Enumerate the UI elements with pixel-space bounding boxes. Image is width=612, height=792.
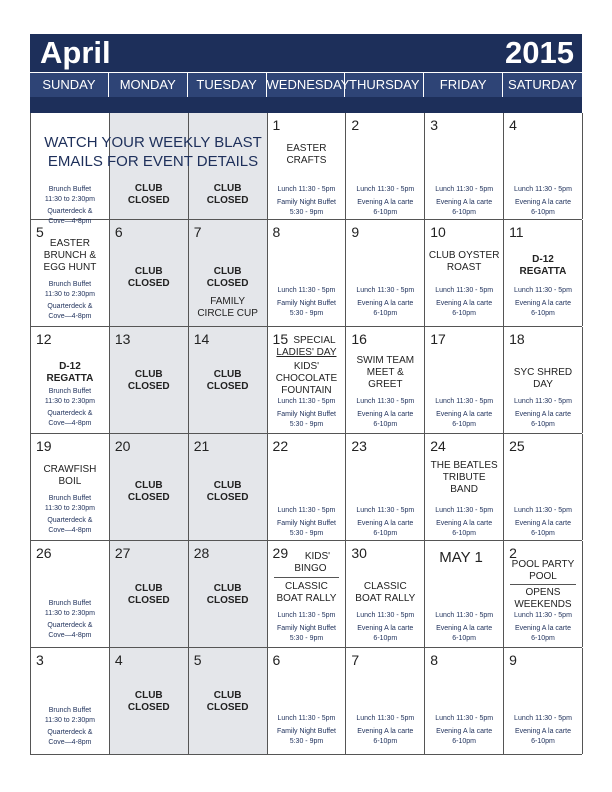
- evening-alacarte-text: Evening A la carte: [514, 728, 571, 735]
- club-closed-label: CLUB: [213, 183, 242, 194]
- evening-alacarte-text: 6-10pm: [373, 530, 398, 537]
- evening-alacarte-text: Evening A la carte: [357, 411, 414, 418]
- day-cell-17: [425, 327, 504, 433]
- quarterdeck-text: Cove—4-8pm: [48, 313, 92, 320]
- quarterdeck-text: Quarterdeck &: [47, 517, 93, 524]
- evening-alacarte-text: Evening A la carte: [357, 199, 414, 206]
- divider-rule: [510, 584, 576, 585]
- evening-alacarte-text: 6-10pm: [452, 421, 476, 428]
- lunch-hours-text: Lunch 11:30 - 5pm: [356, 715, 415, 722]
- club-closed-label: CLUB: [134, 369, 163, 380]
- evening-alacarte-text: 6-10pm: [531, 738, 555, 745]
- event-d12-regatta: D-12: [59, 361, 81, 372]
- day-number: 2: [509, 545, 517, 561]
- day-number: 26: [36, 545, 52, 561]
- lunch-hours-text: Lunch 11:30 - 5pm: [277, 612, 336, 619]
- event-beatles-tribute: THE BEATLES: [430, 460, 498, 471]
- evening-alacarte-text: Evening A la carte: [514, 625, 571, 632]
- club-closed-label: CLOSED: [206, 278, 249, 289]
- evening-alacarte-text: Evening A la carte: [514, 300, 571, 307]
- dow-saturday: SATURDAY: [508, 77, 577, 92]
- calendar: [30, 34, 582, 755]
- event-oyster-roast: ROAST: [446, 262, 482, 273]
- club-closed-label: CLUB: [213, 480, 242, 491]
- event-kids-bingo: KIDS': [304, 551, 331, 562]
- lunch-hours-text: Lunch 11:30 - 5pm: [514, 186, 572, 193]
- evening-alacarte-text: Evening A la carte: [357, 520, 414, 527]
- event-opens-weekends: OPENS: [525, 587, 561, 598]
- event-crawfish-boil: CRAWFISH: [43, 464, 97, 475]
- day-number: 30: [351, 545, 367, 561]
- event-beatles-tribute: TRIBUTE: [442, 472, 486, 483]
- lunch-hours-text: Lunch 11:30 - 5pm: [435, 715, 494, 722]
- event-easter-crafts: CRAFTS: [286, 155, 327, 166]
- day-cell-24: [425, 434, 504, 540]
- day-cell-10: [425, 220, 504, 326]
- day-of-week-header: [30, 72, 582, 97]
- evening-alacarte-text: Evening A la carte: [514, 520, 571, 527]
- week-row: [31, 541, 582, 648]
- club-closed-label: CLOSED: [127, 702, 170, 713]
- day-cell-27: [110, 541, 189, 647]
- day-number: 4: [509, 117, 517, 133]
- club-closed-label: CLUB: [213, 690, 242, 701]
- evening-alacarte-text: 6-10pm: [531, 209, 555, 216]
- brunch-buffet-text: 11:30 to 2:30pm: [44, 196, 95, 203]
- evening-alacarte-text: Evening A la carte: [357, 300, 414, 307]
- day-number: 8: [272, 224, 281, 240]
- dow-tuesday: TUESDAY: [188, 73, 267, 97]
- evening-alacarte-text: Evening A la carte: [436, 625, 493, 632]
- day-number: 22: [272, 438, 289, 454]
- event-pool-party: POOL PARTY: [511, 559, 575, 570]
- evening-alacarte-text: 6-10pm: [531, 530, 555, 537]
- day-cell-14: [189, 327, 268, 433]
- lunch-hours-text: Lunch 11:30 - 5pm: [514, 612, 572, 619]
- family-night-text: Family Night Buffet: [276, 728, 336, 735]
- club-closed-label: CLUB: [134, 690, 163, 701]
- brunch-buffet-text: 11:30 to 2:30pm: [44, 610, 95, 617]
- lunch-hours-text: Lunch 11:30 - 5pm: [514, 287, 572, 294]
- evening-alacarte-text: Evening A la carte: [436, 411, 493, 418]
- may-1-label: MAY 1: [439, 549, 483, 566]
- day-number: 16: [351, 331, 367, 347]
- quarterdeck-text: Quarterdeck &: [47, 729, 93, 736]
- day-cell-4: [110, 648, 189, 754]
- evening-alacarte-text: 6-10pm: [373, 421, 398, 428]
- weekly-blast-banner: WATCH YOUR WEEKLY BLAST EMAILS FOR EVENT DETAILS: [44, 134, 262, 170]
- day-number: 1: [272, 117, 281, 133]
- day-number: 5: [193, 652, 202, 668]
- day-number: 10: [430, 224, 446, 240]
- evening-alacarte-text: 6-10pm: [531, 310, 555, 317]
- lunch-hours-text: Lunch 11:30 - 5pm: [277, 715, 336, 722]
- event-swim-team: MEET &: [366, 367, 404, 378]
- brunch-buffet-text: 11:30 to 2:30pm: [44, 505, 95, 512]
- day-cell-8: [268, 220, 347, 326]
- day-cell-12: [31, 327, 110, 433]
- day-number: 21: [193, 438, 210, 454]
- lunch-hours-text: Lunch 11:30 - 5pm: [514, 507, 572, 514]
- evening-alacarte-text: Evening A la carte: [436, 728, 493, 735]
- lunch-hours-text: Lunch 11:30 - 5pm: [514, 715, 572, 722]
- family-night-text: 5:30 - 9pm: [289, 421, 324, 428]
- event-d12-regatta: REGATTA: [519, 266, 567, 277]
- event-family-circle-cup: FAMILY: [210, 296, 246, 307]
- evening-alacarte-text: 6-10pm: [452, 209, 476, 216]
- lunch-hours-text: Lunch 11:30 - 5pm: [356, 398, 415, 405]
- event-easter-crafts: EASTER: [286, 143, 327, 154]
- family-night-text: Family Night Buffet: [276, 411, 336, 418]
- event-easter-brunch: BRUNCH &: [43, 250, 97, 261]
- lunch-hours-text: Lunch 11:30 - 5pm: [277, 287, 336, 294]
- week-row: [31, 327, 582, 434]
- lunch-hours-text: Lunch 11:30 - 5pm: [356, 612, 415, 619]
- club-closed-label: CLUB: [134, 266, 163, 277]
- club-closed-label: CLUB: [213, 266, 242, 277]
- event-classic-boat-rally: CLASSIC: [363, 581, 407, 592]
- day-cell-7: [346, 648, 425, 754]
- header-stripe: [30, 97, 582, 113]
- day-cell-30: [346, 541, 425, 647]
- brunch-buffet-text: Brunch Buffet: [48, 281, 92, 288]
- event-shred-day: DAY: [533, 379, 553, 390]
- quarterdeck-text: Quarterdeck &: [47, 622, 93, 629]
- club-closed-label: CLUB: [213, 369, 242, 380]
- dow-wednesday: WEDNESDAY: [267, 73, 346, 97]
- family-night-text: Family Night Buffet: [276, 625, 336, 632]
- brunch-buffet-text: Brunch Buffet: [48, 707, 92, 714]
- day-number: 12: [36, 331, 52, 347]
- club-closed-label: CLOSED: [206, 702, 249, 713]
- event-d12-regatta: REGATTA: [46, 373, 94, 384]
- dow-friday: FRIDAY: [424, 73, 503, 97]
- day-cell-22: [268, 434, 347, 540]
- brunch-buffet-text: 11:30 to 2:30pm: [44, 717, 95, 724]
- club-closed-label: CLOSED: [127, 278, 170, 289]
- day-cell-4: [504, 113, 583, 219]
- event-ladies-day: LADIES' DAY: [276, 347, 337, 358]
- week-row: [31, 648, 582, 755]
- day-cell-20: [110, 434, 189, 540]
- week-row: [31, 434, 582, 541]
- quarterdeck-text: Cove—4-8pm: [48, 632, 92, 639]
- event-swim-team: GREET: [368, 379, 403, 390]
- family-night-text: 5:30 - 9pm: [289, 738, 324, 745]
- week-row: [31, 220, 582, 327]
- day-number: 6: [114, 224, 123, 240]
- lunch-hours-text: Lunch 11:30 - 5pm: [277, 398, 336, 405]
- quarterdeck-text: Cove—4-8pm: [48, 739, 92, 746]
- evening-alacarte-text: Evening A la carte: [514, 199, 571, 206]
- family-night-text: 5:30 - 9pm: [289, 310, 324, 317]
- evening-alacarte-text: Evening A la carte: [436, 300, 493, 307]
- event-kids-bingo: BINGO: [294, 563, 327, 574]
- day-number: 2: [351, 117, 360, 133]
- family-night-text: Family Night Buffet: [276, 520, 336, 527]
- family-night-text: Family Night Buffet: [276, 199, 336, 206]
- day-number: 6: [272, 652, 281, 668]
- day-cell-11: [504, 220, 583, 326]
- event-swim-team: SWIM TEAM: [356, 355, 415, 366]
- day-number: 24: [430, 438, 446, 454]
- day-number: 25: [509, 438, 525, 454]
- day-number: 8: [430, 652, 439, 668]
- club-closed-label: CLOSED: [206, 595, 249, 606]
- day-number: 15: [272, 331, 289, 347]
- evening-alacarte-text: Evening A la carte: [357, 728, 414, 735]
- event-ladies-day: SPECIAL: [293, 335, 336, 346]
- lunch-hours-text: Lunch 11:30 - 5pm: [356, 507, 415, 514]
- day-cell-29: [268, 541, 347, 647]
- quarterdeck-text: Cove—4-8pm: [48, 420, 92, 427]
- lunch-hours-text: Lunch 11:30 - 5pm: [277, 507, 336, 514]
- day-number: 23: [351, 438, 367, 454]
- dow-monday: MONDAY: [109, 73, 188, 97]
- day-number: 28: [193, 545, 210, 561]
- quarterdeck-text: Cove—4-8pm: [48, 527, 92, 534]
- event-family-circle-cup: CIRCLE CUP: [197, 308, 258, 319]
- brunch-buffet-text: Brunch Buffet: [48, 388, 92, 395]
- event-oyster-roast: CLUB OYSTER: [428, 250, 500, 261]
- day-number: 7: [351, 652, 360, 668]
- club-closed-label: CLUB: [134, 480, 163, 491]
- day-number: 18: [509, 331, 525, 347]
- day-cell-26: [31, 541, 110, 647]
- event-easter-brunch: EASTER: [49, 238, 90, 249]
- event-shred-day: SYC SHRED: [513, 367, 573, 378]
- lunch-hours-text: Lunch 11:30 - 5pm: [435, 507, 494, 514]
- quarterdeck-text: Quarterdeck &: [47, 303, 93, 310]
- day-cell-blank: [425, 541, 504, 647]
- family-night-text: 5:30 - 9pm: [289, 635, 324, 642]
- event-pool-party: POOL: [529, 571, 557, 582]
- day-number: 14: [193, 331, 210, 347]
- day-cell-18: [504, 327, 583, 433]
- brunch-buffet-text: Brunch Buffet: [48, 495, 92, 502]
- day-number: 27: [114, 545, 131, 561]
- club-closed-label: CLOSED: [206, 195, 249, 206]
- club-closed-label: CLUB: [134, 183, 163, 194]
- day-cell-28: [189, 541, 268, 647]
- quarterdeck-text: Quarterdeck &: [47, 208, 93, 215]
- day-number: 19: [36, 438, 52, 454]
- brunch-buffet-text: 11:30 to 2:30pm: [44, 291, 95, 298]
- dow-sunday: SUNDAY: [30, 73, 109, 97]
- evening-alacarte-text: 6-10pm: [531, 421, 555, 428]
- day-cell-8: [425, 648, 504, 754]
- year-title: 2015: [505, 35, 574, 70]
- day-cell-6: [268, 648, 347, 754]
- brunch-buffet-text: Brunch Buffet: [48, 600, 92, 607]
- club-closed-label: CLOSED: [206, 381, 249, 392]
- day-number: 3: [36, 652, 44, 668]
- day-cell-19: [31, 434, 110, 540]
- evening-alacarte-text: 6-10pm: [452, 635, 476, 642]
- club-closed-label: CLOSED: [127, 595, 170, 606]
- day-cell-7: [189, 220, 268, 326]
- day-cell-21: [189, 434, 268, 540]
- day-number: 17: [430, 331, 446, 347]
- day-cell-2: [346, 113, 425, 219]
- club-closed-label: CLOSED: [127, 492, 170, 503]
- family-night-text: 5:30 - 9pm: [289, 530, 324, 537]
- lunch-hours-text: Lunch 11:30 - 5pm: [435, 398, 494, 405]
- lunch-hours-text: Lunch 11:30 - 5pm: [277, 186, 336, 193]
- divider-rule: [274, 577, 340, 578]
- event-d12-regatta: D-12: [532, 254, 554, 265]
- brunch-buffet-text: 11:30 to 2:30pm: [44, 398, 95, 405]
- evening-alacarte-text: 6-10pm: [452, 310, 476, 317]
- family-night-text: Family Night Buffet: [276, 300, 336, 307]
- club-closed-label: CLOSED: [127, 195, 170, 206]
- day-cell-5: [31, 220, 110, 326]
- day-number: 9: [509, 652, 517, 668]
- lunch-hours-text: Lunch 11:30 - 5pm: [514, 398, 572, 405]
- evening-alacarte-text: 6-10pm: [531, 635, 555, 642]
- quarterdeck-text: Quarterdeck &: [47, 410, 93, 417]
- day-number: 13: [114, 331, 131, 347]
- evening-alacarte-text: 6-10pm: [373, 209, 398, 216]
- evening-alacarte-text: Evening A la carte: [357, 625, 414, 632]
- event-classic-boat-rally: BOAT RALLY: [355, 593, 416, 604]
- day-number: 7: [193, 224, 202, 240]
- day-cell-9: [504, 648, 583, 754]
- brunch-buffet-text: Brunch Buffet: [48, 186, 92, 193]
- day-cell-13: [110, 327, 189, 433]
- evening-alacarte-text: 6-10pm: [452, 530, 476, 537]
- club-closed-label: CLUB: [213, 583, 242, 594]
- event-beatles-tribute: BAND: [450, 484, 479, 495]
- dow-thursday: THURSDAY: [345, 73, 424, 97]
- event-opens-weekends: WEEKENDS: [514, 599, 572, 610]
- quarterdeck-text: Cove—4-8pm: [48, 218, 92, 225]
- day-cell-6: [110, 220, 189, 326]
- lunch-hours-text: Lunch 11:30 - 5pm: [435, 612, 494, 619]
- day-number: 3: [430, 117, 439, 133]
- day-number: 4: [114, 652, 123, 668]
- event-classic-boat-rally: BOAT RALLY: [276, 593, 337, 604]
- day-cell-23: [346, 434, 425, 540]
- day-number: 20: [114, 438, 131, 454]
- month-title: April: [40, 35, 111, 70]
- evening-alacarte-text: 6-10pm: [373, 310, 398, 317]
- title-bar: [30, 34, 582, 72]
- lunch-hours-text: Lunch 11:30 - 5pm: [356, 287, 415, 294]
- family-night-text: 5:30 - 9pm: [289, 209, 324, 216]
- evening-alacarte-text: Evening A la carte: [436, 520, 493, 527]
- evening-alacarte-text: Evening A la carte: [436, 199, 493, 206]
- club-closed-label: CLUB: [134, 583, 163, 594]
- event-chocolate-fountain: CHOCOLATE: [275, 373, 338, 384]
- day-cell-1: [268, 113, 347, 219]
- event-chocolate-fountain: FOUNTAIN: [281, 385, 332, 396]
- day-cell-2: [504, 541, 583, 647]
- evening-alacarte-text: Evening A la carte: [514, 411, 571, 418]
- day-cell-15: [268, 327, 347, 433]
- evening-alacarte-text: 6-10pm: [373, 738, 398, 745]
- day-cell-3: [31, 648, 110, 754]
- day-number: 11: [509, 224, 524, 240]
- event-easter-brunch: EGG HUNT: [43, 262, 97, 273]
- day-cell-25: [504, 434, 583, 540]
- day-cell-3: [425, 113, 504, 219]
- event-crawfish-boil: BOIL: [58, 476, 82, 487]
- club-closed-label: CLOSED: [127, 381, 170, 392]
- lunch-hours-text: Lunch 11:30 - 5pm: [356, 186, 415, 193]
- calendar-grid: [30, 113, 582, 755]
- day-cell-16: [346, 327, 425, 433]
- day-number: 9: [351, 224, 360, 240]
- event-classic-boat-rally: CLASSIC: [285, 581, 328, 592]
- day-cell-5: [189, 648, 268, 754]
- day-number: 5: [36, 224, 44, 240]
- club-closed-label: CLOSED: [206, 492, 249, 503]
- evening-alacarte-text: 6-10pm: [452, 738, 476, 745]
- event-chocolate-fountain: KIDS': [293, 361, 320, 372]
- day-number: 29: [272, 545, 289, 561]
- evening-alacarte-text: 6-10pm: [373, 635, 398, 642]
- lunch-hours-text: Lunch 11:30 - 5pm: [435, 287, 494, 294]
- day-cell-9: [346, 220, 425, 326]
- lunch-hours-text: Lunch 11:30 - 5pm: [435, 186, 494, 193]
